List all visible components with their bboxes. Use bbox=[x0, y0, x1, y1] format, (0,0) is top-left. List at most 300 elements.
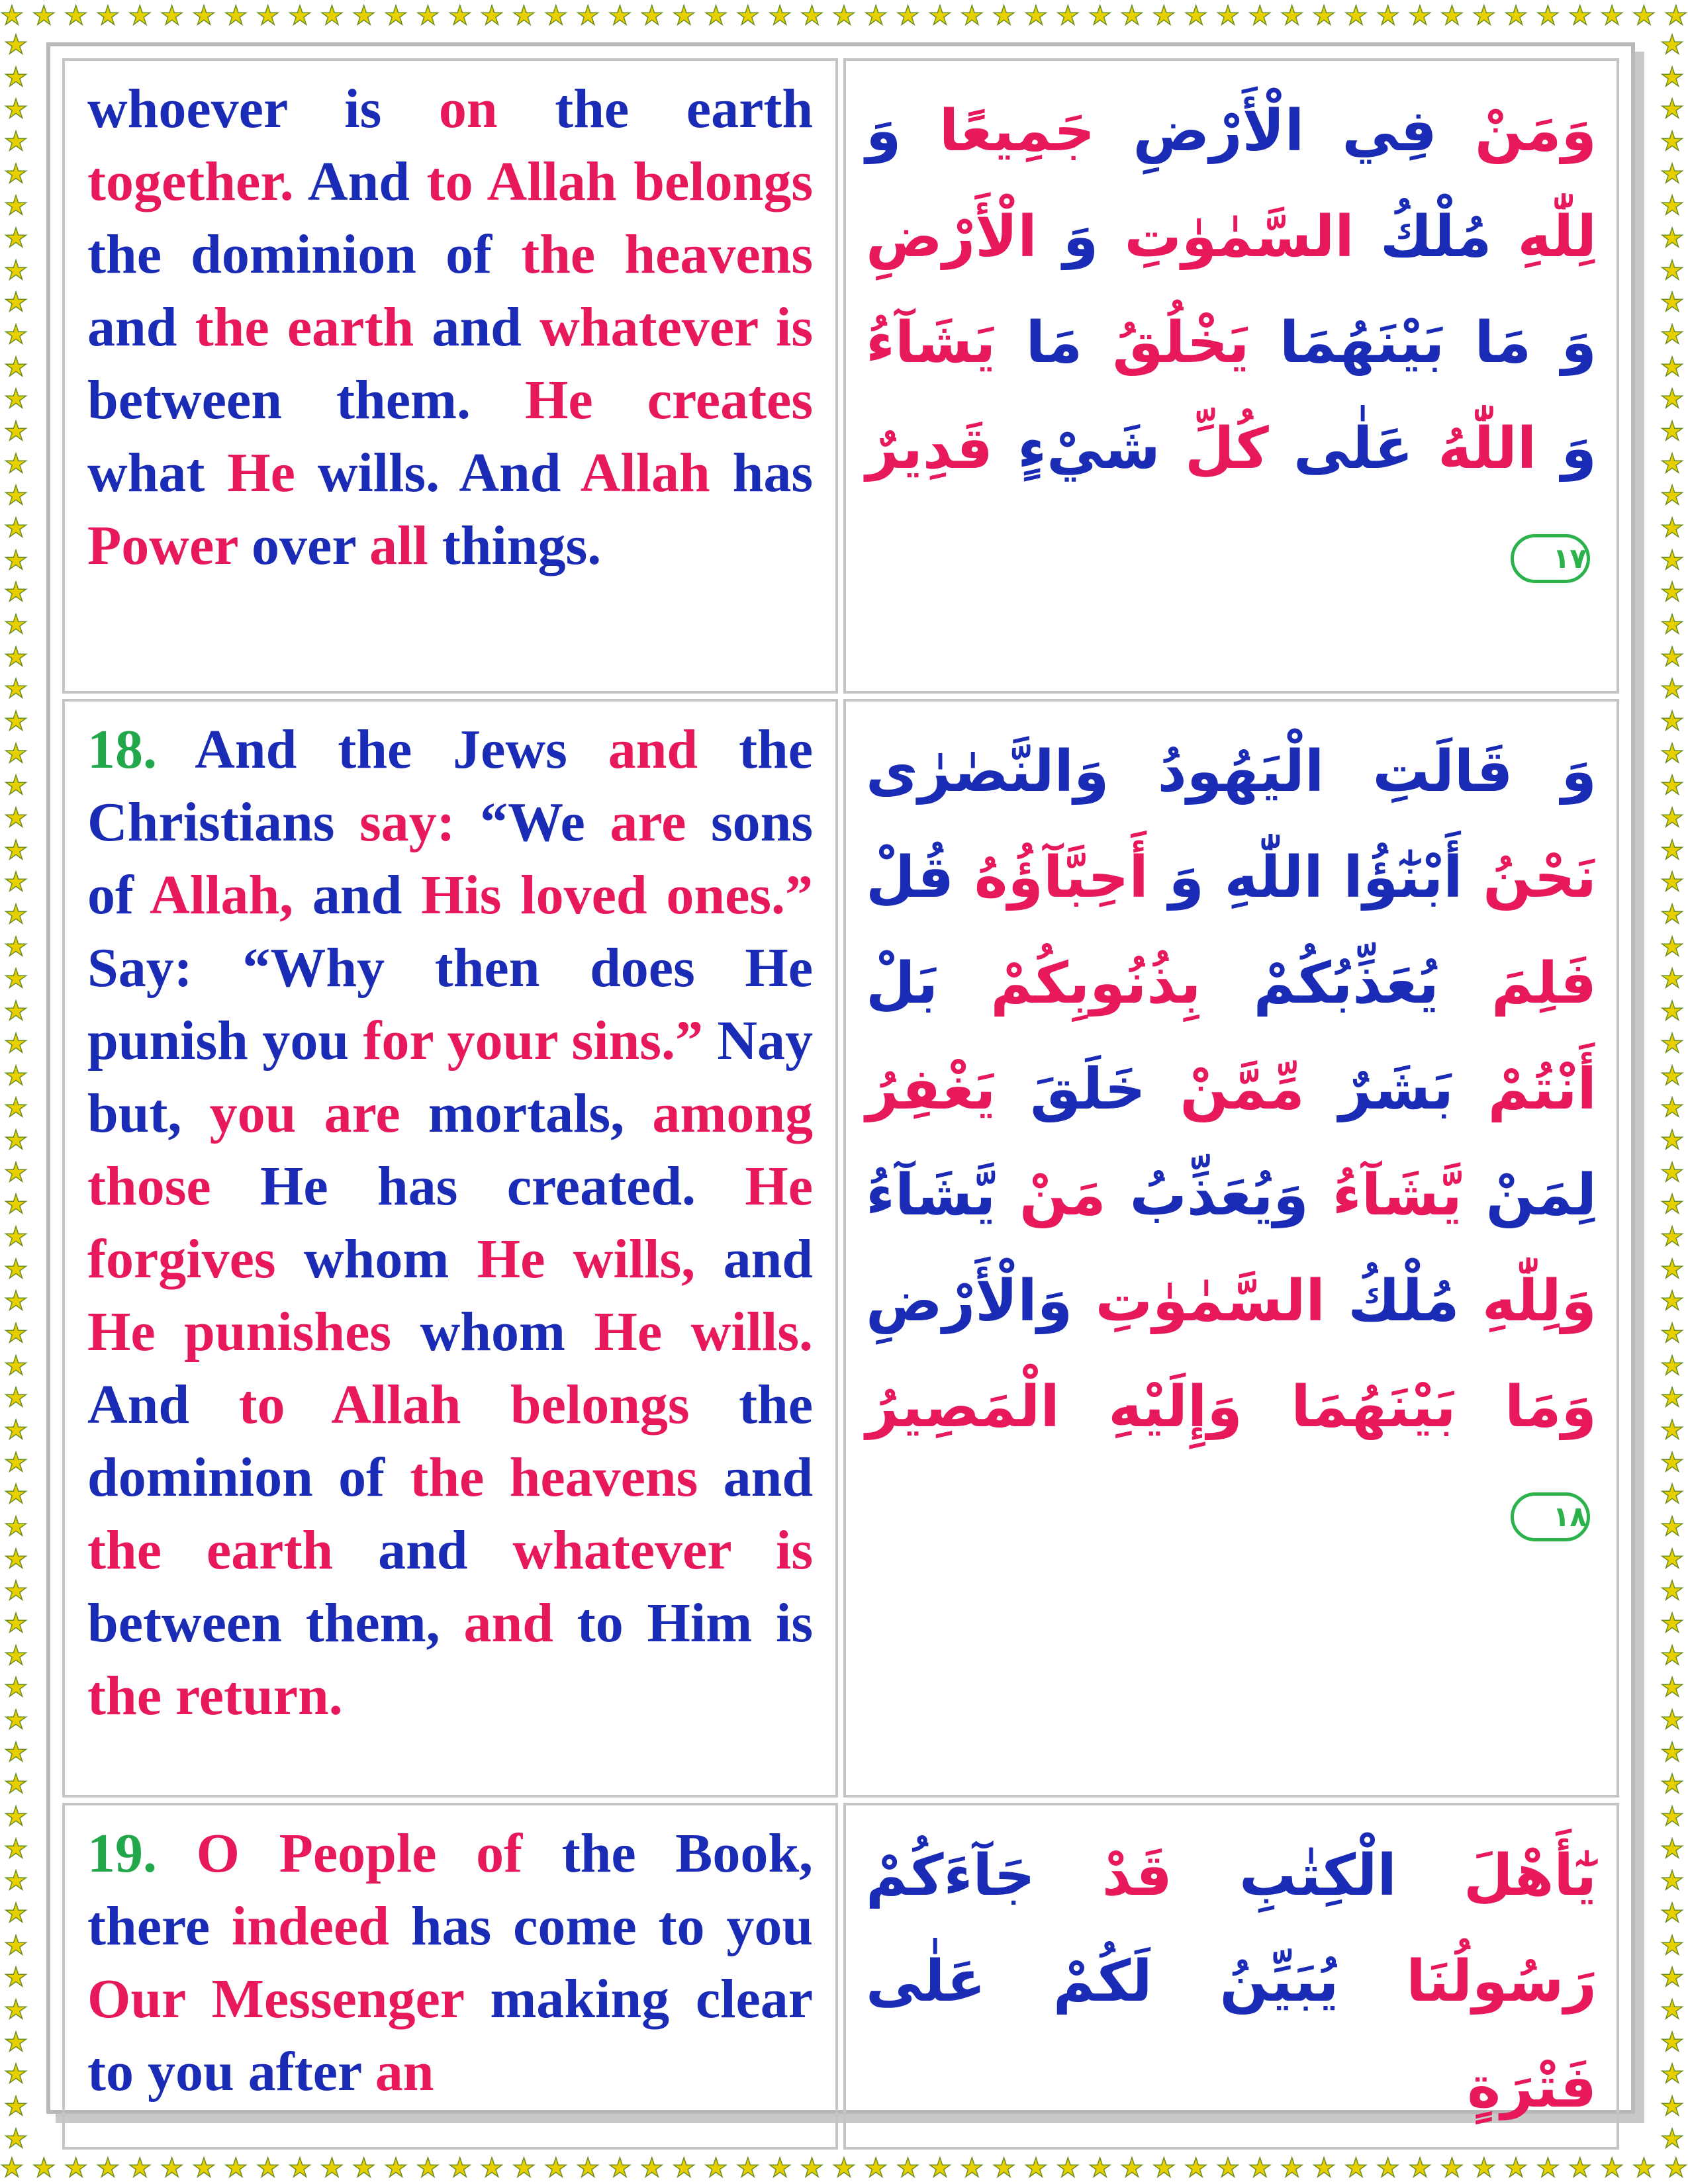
arabic-text bbox=[866, 98, 1597, 482]
star-icon: ★ bbox=[960, 1, 984, 31]
star-icon: ★ bbox=[4, 545, 28, 576]
english-segment: between them, bbox=[87, 1592, 464, 1654]
star-icon: ★ bbox=[1660, 1866, 1684, 1897]
star-icon: ★ bbox=[1660, 899, 1684, 931]
star-icon: ★ bbox=[0, 2153, 24, 2183]
star-icon: ★ bbox=[4, 1060, 28, 1091]
english-segment: the earth bbox=[87, 1520, 334, 1581]
star-icon: ★ bbox=[1408, 2153, 1432, 2183]
star-icon: ★ bbox=[1660, 964, 1684, 995]
star-icon: ★ bbox=[1660, 1994, 1684, 2025]
star-icon: ★ bbox=[4, 416, 28, 447]
arabic-segment: بَلْ bbox=[866, 950, 939, 1017]
arabic-segment: الْأَرْضِ bbox=[866, 204, 1037, 270]
star-icon: ★ bbox=[1660, 191, 1684, 222]
star-icon: ★ bbox=[992, 1, 1016, 31]
star-icon: ★ bbox=[1660, 1286, 1684, 1317]
arabic-segment: الْكِتٰبِ bbox=[1172, 1843, 1397, 1909]
english-segment: to Allah belongs bbox=[238, 1374, 690, 1435]
star-icon: ★ bbox=[1660, 1479, 1684, 1510]
arabic-segment: السَّمٰوٰتِ bbox=[1072, 1268, 1325, 1334]
english-segment: an bbox=[375, 2041, 434, 2103]
star-icon: ★ bbox=[1312, 1, 1336, 31]
star-icon: ★ bbox=[1660, 32, 1684, 60]
star-icon: ★ bbox=[831, 1, 856, 31]
arabic-segment: قَدِيرٌ bbox=[866, 416, 993, 482]
star-icon: ★ bbox=[800, 1, 824, 31]
english-segment: And the Jews bbox=[157, 719, 608, 780]
star-icon: ★ bbox=[1660, 320, 1684, 351]
star-icon: ★ bbox=[1664, 2153, 1688, 2183]
star-icon: ★ bbox=[1660, 2026, 1684, 2058]
star-icon: ★ bbox=[1660, 1189, 1684, 1220]
english-translation-17 bbox=[62, 58, 838, 694]
english-segment: the heavens bbox=[410, 1447, 698, 1508]
english-segment: He creates bbox=[525, 369, 814, 431]
star-icon: ★ bbox=[1660, 577, 1684, 608]
star-icon: ★ bbox=[1120, 1, 1144, 31]
star-icon: ★ bbox=[1660, 480, 1684, 512]
english-segment: Power bbox=[87, 515, 238, 576]
star-icon: ★ bbox=[128, 1, 152, 31]
star-icon: ★ bbox=[1660, 1769, 1684, 1800]
arabic-segment: يُبَيِّنُ لَكُمْ bbox=[985, 1948, 1339, 2015]
english-segment: whom bbox=[391, 1301, 594, 1363]
english-segment: to Him is bbox=[553, 1592, 814, 1654]
star-icon: ★ bbox=[1660, 1543, 1684, 1574]
star-icon: ★ bbox=[224, 2153, 248, 2183]
star-icon: ★ bbox=[1660, 1737, 1684, 1768]
star-icon: ★ bbox=[1660, 674, 1684, 705]
english-segment: the earth bbox=[497, 78, 814, 140]
star-icon: ★ bbox=[1152, 1, 1176, 31]
arabic-segment: وَ مَا بَيْنَهُمَا bbox=[1249, 310, 1597, 376]
star-icon: ★ bbox=[1660, 931, 1684, 962]
arabic-segment: السَّمٰوٰتِ bbox=[1098, 204, 1354, 270]
star-icon: ★ bbox=[4, 126, 28, 158]
star-icon: ★ bbox=[1660, 1221, 1684, 1252]
star-icon: ★ bbox=[4, 2026, 28, 2058]
star-icon: ★ bbox=[4, 1801, 28, 1832]
star-icon: ★ bbox=[1472, 2153, 1496, 2183]
star-icon: ★ bbox=[0, 1, 24, 31]
star-icon: ★ bbox=[1660, 287, 1684, 318]
star-icon: ★ bbox=[4, 641, 28, 672]
star-icon: ★ bbox=[4, 803, 28, 834]
star-icon: ★ bbox=[1660, 1124, 1684, 1156]
arabic-segment: فَلِمَ bbox=[1438, 950, 1597, 1017]
english-translation-18 bbox=[62, 699, 838, 1797]
star-icon: ★ bbox=[543, 1, 568, 31]
star-icon: ★ bbox=[1120, 2153, 1144, 2183]
star-icon: ★ bbox=[1660, 2091, 1684, 2122]
star-icon: ★ bbox=[1660, 641, 1684, 672]
english-segment: He wills. bbox=[594, 1301, 814, 1363]
star-icon: ★ bbox=[1660, 1801, 1684, 1832]
arabic-segment: يَّشَآءُ bbox=[1308, 1162, 1462, 1228]
star-icon: ★ bbox=[1660, 351, 1684, 383]
star-icon: ★ bbox=[1664, 1, 1688, 31]
star-icon: ★ bbox=[192, 2153, 216, 2183]
star-icon: ★ bbox=[447, 1, 472, 31]
english-segment: Our Messenger bbox=[87, 1968, 464, 2030]
star-icon: ★ bbox=[864, 2153, 888, 2183]
star-icon: ★ bbox=[1184, 2153, 1208, 2183]
star-icon: ★ bbox=[1568, 1, 1592, 31]
arabic-segment: وَ bbox=[1037, 204, 1099, 270]
english-segment: the Christians bbox=[87, 719, 814, 853]
star-icon: ★ bbox=[4, 1897, 28, 1929]
star-icon: ★ bbox=[1600, 2153, 1624, 2183]
star-icon: ★ bbox=[4, 1253, 28, 1285]
star-icon: ★ bbox=[1660, 1511, 1684, 1542]
arabic-segment: اللّٰهُ bbox=[1413, 416, 1537, 482]
english-segment: what bbox=[87, 442, 228, 504]
star-icon: ★ bbox=[704, 2153, 728, 2183]
star-icon: ★ bbox=[1536, 1, 1560, 31]
star-border-left bbox=[0, 32, 32, 2152]
star-icon: ★ bbox=[64, 1, 88, 31]
arabic-segment: مُلْكُ bbox=[1354, 204, 1492, 270]
star-icon: ★ bbox=[4, 1189, 28, 1220]
star-icon: ★ bbox=[960, 2153, 984, 2183]
arabic-text-19 bbox=[843, 1803, 1619, 2150]
english-segment: And bbox=[87, 1374, 239, 1435]
star-icon: ★ bbox=[1660, 835, 1684, 866]
star-icon: ★ bbox=[32, 1, 56, 31]
english-segment: you are bbox=[209, 1083, 400, 1144]
star-border-right bbox=[1656, 32, 1688, 2152]
arabic-segment: خَلَقَ bbox=[996, 1056, 1146, 1122]
star-icon: ★ bbox=[1248, 1, 1272, 31]
star-icon: ★ bbox=[416, 1, 440, 31]
english-segment: Nay but, bbox=[87, 1010, 814, 1144]
verse-number: 18. bbox=[87, 719, 157, 780]
english-segment: whatever is bbox=[539, 296, 814, 358]
arabic-segment: وَ قَالَتِ الْيَهُودُ bbox=[1109, 739, 1597, 805]
star-icon: ★ bbox=[1280, 2153, 1304, 2183]
star-icon: ★ bbox=[1660, 94, 1684, 125]
english-segment: over bbox=[238, 515, 370, 576]
star-icon: ★ bbox=[512, 2153, 536, 2183]
star-icon: ★ bbox=[4, 1157, 28, 1188]
star-icon: ★ bbox=[1660, 1897, 1684, 1929]
arabic-segment: عَلٰى bbox=[1268, 416, 1413, 482]
english-segment: the heavens bbox=[521, 224, 814, 285]
star-icon: ★ bbox=[1024, 1, 1048, 31]
star-icon: ★ bbox=[4, 1672, 28, 1704]
arabic-text bbox=[866, 739, 1597, 1440]
arabic-segment: وَالْأَرْضِ bbox=[866, 1268, 1073, 1334]
arabic-text bbox=[866, 1843, 1597, 2120]
star-icon: ★ bbox=[1660, 62, 1684, 93]
arabic-segment: يَشَآءُ bbox=[866, 310, 996, 376]
star-icon: ★ bbox=[96, 2153, 120, 2183]
english-segment: He wills, bbox=[477, 1228, 696, 1290]
star-icon: ★ bbox=[288, 1, 312, 31]
arabic-segment: جَمِيعًا bbox=[901, 98, 1096, 164]
arabic-segment: وَمَنْ bbox=[1436, 98, 1597, 164]
english-segment: His loved ones.” bbox=[421, 864, 814, 926]
verse-number: 19. bbox=[87, 1823, 157, 1884]
star-icon: ★ bbox=[4, 1511, 28, 1542]
star-icon: ★ bbox=[1660, 610, 1684, 641]
english-segment: together. bbox=[87, 151, 294, 212]
star-icon: ★ bbox=[4, 770, 28, 801]
star-icon: ★ bbox=[4, 1994, 28, 2025]
star-icon: ★ bbox=[64, 2153, 88, 2183]
english-segment: making clear to you after bbox=[87, 1968, 814, 2103]
english-segment: say: bbox=[359, 792, 455, 853]
arabic-segment: نَحْنُ bbox=[1462, 844, 1597, 911]
star-icon: ★ bbox=[4, 1704, 28, 1735]
star-icon: ★ bbox=[480, 2153, 504, 2183]
star-icon: ★ bbox=[4, 2123, 28, 2152]
star-icon: ★ bbox=[320, 2153, 344, 2183]
star-icon: ★ bbox=[1660, 996, 1684, 1027]
star-icon: ★ bbox=[1660, 1093, 1684, 1124]
star-icon: ★ bbox=[1660, 126, 1684, 158]
star-icon: ★ bbox=[1660, 1060, 1684, 1091]
arabic-segment: أَنْتُمْ bbox=[1453, 1056, 1597, 1122]
star-icon: ★ bbox=[4, 94, 28, 125]
star-icon: ★ bbox=[256, 2153, 280, 2183]
arabic-segment: بَشَرٌ bbox=[1304, 1056, 1454, 1122]
star-icon: ★ bbox=[800, 2153, 824, 2183]
star-icon: ★ bbox=[4, 223, 28, 254]
star-border-top bbox=[0, 0, 1688, 32]
star-icon: ★ bbox=[1280, 1, 1304, 31]
star-icon: ★ bbox=[4, 1350, 28, 1381]
star-icon: ★ bbox=[1216, 2153, 1240, 2183]
star-icon: ★ bbox=[1660, 1253, 1684, 1285]
star-icon: ★ bbox=[672, 1, 696, 31]
arabic-segment: جَآءَكُمْ bbox=[866, 1843, 1035, 1909]
star-icon: ★ bbox=[4, 1543, 28, 1574]
star-icon: ★ bbox=[639, 1, 664, 31]
star-icon: ★ bbox=[1660, 738, 1684, 769]
english-segment: and bbox=[333, 1520, 513, 1581]
star-icon: ★ bbox=[1660, 545, 1684, 576]
star-icon: ★ bbox=[1600, 1, 1624, 31]
star-icon: ★ bbox=[160, 2153, 184, 2183]
english-segment: O People bbox=[157, 1823, 477, 1884]
english-segment: and bbox=[698, 1447, 814, 1508]
arabic-segment: وَمَا بَيْنَهُمَا bbox=[1242, 1374, 1597, 1440]
arabic-segment: أَحِبَّآؤُهُ bbox=[954, 844, 1149, 911]
english-segment: and bbox=[87, 296, 195, 358]
star-icon: ★ bbox=[1056, 2153, 1080, 2183]
star-icon: ★ bbox=[1376, 2153, 1400, 2183]
star-icon: ★ bbox=[1660, 1157, 1684, 1188]
english-segment: and bbox=[293, 864, 422, 926]
star-icon: ★ bbox=[1344, 1, 1368, 31]
ayah-end-marker: ١٨ bbox=[1511, 1492, 1590, 1541]
star-icon: ★ bbox=[1660, 255, 1684, 286]
verse-row-19 bbox=[62, 1803, 1619, 2150]
star-icon: ★ bbox=[768, 2153, 792, 2183]
star-icon: ★ bbox=[4, 867, 28, 898]
star-icon: ★ bbox=[576, 1, 600, 31]
star-icon: ★ bbox=[4, 1962, 28, 1993]
star-icon: ★ bbox=[4, 287, 28, 318]
english-segment: has come to you bbox=[389, 1895, 814, 1957]
star-icon: ★ bbox=[1376, 1, 1400, 31]
arabic-segment: فِي الْأَرْضِ bbox=[1095, 98, 1437, 164]
english-text bbox=[87, 1823, 813, 2103]
arabic-text-18 bbox=[843, 699, 1619, 1797]
english-segment: He bbox=[227, 442, 295, 504]
star-icon: ★ bbox=[1056, 1, 1080, 31]
english-segment: the Book, there bbox=[87, 1823, 814, 1957]
english-segment: “We bbox=[455, 792, 610, 853]
arabic-segment: لِلّٰهِ bbox=[1491, 204, 1597, 270]
star-icon: ★ bbox=[4, 1286, 28, 1317]
star-icon: ★ bbox=[4, 1640, 28, 1671]
english-segment: wills. And bbox=[295, 442, 581, 504]
english-segment: the dominion of bbox=[87, 1374, 814, 1508]
star-icon: ★ bbox=[256, 1, 280, 31]
arabic-segment: وَالنَّصٰرٰى bbox=[866, 739, 1109, 805]
star-icon: ★ bbox=[1660, 158, 1684, 189]
star-icon: ★ bbox=[735, 2153, 760, 2183]
arabic-segment: وَ bbox=[866, 98, 902, 164]
star-icon: ★ bbox=[288, 2153, 312, 2183]
star-icon: ★ bbox=[831, 2153, 856, 2183]
english-segment: sons of bbox=[87, 792, 814, 926]
arabic-segment: وَلِلّٰهِ bbox=[1459, 1268, 1597, 1334]
star-icon: ★ bbox=[1660, 2059, 1684, 2090]
star-icon: ★ bbox=[128, 2153, 152, 2183]
arabic-segment: شَيْءٍ bbox=[992, 416, 1160, 482]
arabic-segment: يٰٓأَهْلَ bbox=[1396, 1843, 1597, 1909]
english-segment: of bbox=[476, 1823, 523, 1884]
star-icon: ★ bbox=[1536, 2153, 1560, 2183]
arabic-segment: عَلٰى bbox=[866, 1948, 986, 2015]
star-icon: ★ bbox=[1248, 2153, 1272, 2183]
english-segment: Say: “Why then does He punish you bbox=[87, 937, 814, 1071]
english-segment: He punishes bbox=[87, 1301, 392, 1363]
star-icon: ★ bbox=[672, 2153, 696, 2183]
star-icon: ★ bbox=[1660, 448, 1684, 479]
star-icon: ★ bbox=[416, 2153, 440, 2183]
star-icon: ★ bbox=[639, 2153, 664, 2183]
star-icon: ★ bbox=[1660, 2123, 1684, 2152]
english-segment: and bbox=[695, 1228, 814, 1290]
star-icon: ★ bbox=[4, 351, 28, 383]
star-icon: ★ bbox=[4, 1447, 28, 1478]
arabic-segment: أَبْنٰٓؤُا اللّٰهِ bbox=[1204, 844, 1463, 911]
arabic-segment: مُلْكُ bbox=[1325, 1268, 1460, 1334]
star-icon: ★ bbox=[4, 513, 28, 544]
star-icon: ★ bbox=[4, 158, 28, 189]
star-icon: ★ bbox=[1660, 223, 1684, 254]
star-icon: ★ bbox=[1660, 416, 1684, 447]
star-icon: ★ bbox=[1660, 1383, 1684, 1414]
star-icon: ★ bbox=[1660, 1608, 1684, 1639]
star-icon: ★ bbox=[4, 1383, 28, 1414]
star-icon: ★ bbox=[1660, 1672, 1684, 1704]
star-icon: ★ bbox=[1504, 2153, 1528, 2183]
english-translation-19 bbox=[62, 1803, 838, 2150]
star-icon: ★ bbox=[4, 1576, 28, 1607]
english-segment: the return. bbox=[87, 1665, 343, 1727]
arabic-segment: مِّمَّنْ bbox=[1145, 1056, 1305, 1122]
arabic-segment: قَدْ bbox=[1035, 1843, 1172, 1909]
star-icon: ★ bbox=[1660, 1833, 1684, 1864]
star-icon: ★ bbox=[4, 1833, 28, 1864]
arabic-segment: وَإِلَيْهِ الْمَصِيرُ bbox=[866, 1374, 1243, 1440]
star-icon: ★ bbox=[4, 1124, 28, 1156]
star-icon: ★ bbox=[1660, 706, 1684, 737]
english-segment: mortals, bbox=[400, 1083, 653, 1144]
star-icon: ★ bbox=[1312, 2153, 1336, 2183]
star-icon: ★ bbox=[480, 1, 504, 31]
star-border-bottom bbox=[0, 2152, 1688, 2184]
star-icon: ★ bbox=[4, 448, 28, 479]
star-icon: ★ bbox=[896, 1, 920, 31]
star-icon: ★ bbox=[4, 577, 28, 608]
star-icon: ★ bbox=[4, 480, 28, 512]
star-icon: ★ bbox=[4, 1866, 28, 1897]
star-icon: ★ bbox=[4, 255, 28, 286]
arabic-segment: قُلْ bbox=[866, 844, 955, 911]
star-icon: ★ bbox=[4, 674, 28, 705]
verse-row-18 bbox=[62, 699, 1619, 1797]
star-icon: ★ bbox=[1660, 1028, 1684, 1059]
arabic-segment: فَتْرَةٍ bbox=[1467, 2054, 1597, 2120]
star-icon: ★ bbox=[4, 964, 28, 995]
star-icon: ★ bbox=[4, 899, 28, 931]
english-segment: between them. bbox=[87, 369, 526, 431]
star-icon: ★ bbox=[4, 610, 28, 641]
english-segment: and bbox=[608, 719, 698, 780]
verse-panel bbox=[46, 42, 1635, 2120]
star-icon: ★ bbox=[1632, 1, 1656, 31]
english-segment: to Allah belongs bbox=[426, 151, 814, 212]
arabic-segment: وَ bbox=[1148, 844, 1204, 911]
star-icon: ★ bbox=[352, 2153, 376, 2183]
star-icon: ★ bbox=[1660, 1576, 1684, 1607]
star-icon: ★ bbox=[1660, 1704, 1684, 1735]
ayah-end-marker: ١٧ bbox=[1511, 534, 1590, 583]
star-icon: ★ bbox=[4, 191, 28, 222]
english-segment: the earth bbox=[195, 296, 414, 358]
star-icon: ★ bbox=[1660, 770, 1684, 801]
arabic-segment: مَا bbox=[996, 310, 1083, 376]
star-icon: ★ bbox=[4, 1221, 28, 1252]
verse-row-17 bbox=[62, 58, 1619, 694]
english-segment: has bbox=[710, 442, 814, 504]
star-icon: ★ bbox=[1568, 2153, 1592, 2183]
english-segment: are bbox=[610, 792, 686, 853]
english-segment: whom bbox=[275, 1228, 477, 1290]
star-icon: ★ bbox=[927, 1, 952, 31]
star-icon: ★ bbox=[1660, 1930, 1684, 1961]
star-icon: ★ bbox=[896, 2153, 920, 2183]
star-icon: ★ bbox=[1660, 803, 1684, 834]
star-icon: ★ bbox=[1440, 1, 1464, 31]
star-icon: ★ bbox=[4, 1414, 28, 1445]
star-icon: ★ bbox=[608, 1, 632, 31]
star-icon: ★ bbox=[4, 706, 28, 737]
star-icon: ★ bbox=[384, 1, 408, 31]
star-icon: ★ bbox=[4, 32, 28, 60]
english-segment: and bbox=[414, 296, 540, 358]
english-segment: Allah, bbox=[150, 864, 294, 926]
english-segment: and bbox=[463, 1592, 553, 1654]
star-icon: ★ bbox=[160, 1, 184, 31]
